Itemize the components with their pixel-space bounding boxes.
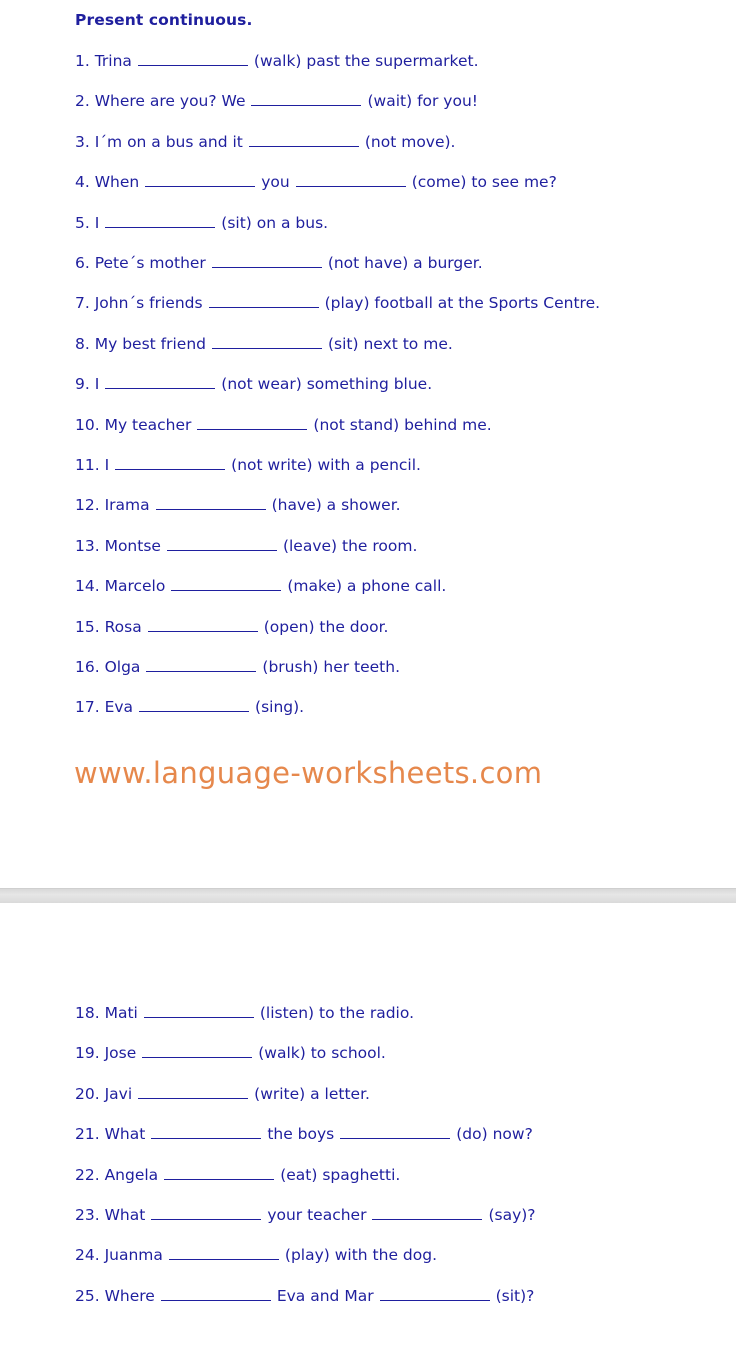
exercise-text: (walk) to school. bbox=[258, 1044, 386, 1063]
exercise-text: (say)? bbox=[488, 1206, 536, 1224]
exercise-text: 2. Where are you? We bbox=[75, 92, 246, 111]
exercise-text: (sit)? bbox=[495, 1286, 535, 1305]
answer-blank[interactable] bbox=[146, 657, 256, 672]
exercise-line bbox=[75, 213, 328, 233]
exercise-line bbox=[75, 1124, 533, 1144]
exercise-line bbox=[75, 617, 388, 637]
answer-blank[interactable] bbox=[209, 293, 319, 308]
answer-blank[interactable] bbox=[197, 415, 307, 430]
exercise-text: (eat) spaghetti. bbox=[280, 1165, 401, 1184]
exercise-text: (not stand) behind me. bbox=[313, 415, 492, 434]
exercise-text: (sing). bbox=[255, 698, 305, 717]
answer-blank[interactable] bbox=[161, 1286, 271, 1301]
exercise-text: (not write) with a pencil. bbox=[231, 456, 421, 474]
exercise-text: 3. I´m on a bus and it bbox=[75, 132, 243, 151]
exercise-text: 16. Olga bbox=[75, 658, 141, 676]
exercise-text: 23. What bbox=[75, 1206, 146, 1224]
exercise-text: (not move). bbox=[364, 132, 456, 151]
answer-blank[interactable] bbox=[151, 1124, 261, 1139]
exercise-text: 9. I bbox=[75, 375, 100, 394]
exercise-line bbox=[75, 1043, 386, 1063]
exercise-text: 11. I bbox=[75, 456, 110, 474]
answer-blank[interactable] bbox=[171, 576, 281, 591]
exercise-text: 17. Eva bbox=[75, 698, 134, 717]
exercise-line bbox=[75, 1084, 370, 1104]
exercise-line bbox=[75, 51, 479, 71]
website-watermark[interactable]: www.language-worksheets.com bbox=[74, 756, 543, 790]
exercise-text: (do) now? bbox=[456, 1125, 533, 1144]
exercise-line bbox=[75, 253, 483, 273]
exercise-line bbox=[75, 91, 478, 111]
exercise-text: 14. Marcelo bbox=[75, 577, 166, 596]
exercise-text: (listen) to the radio. bbox=[259, 1004, 414, 1022]
answer-blank[interactable] bbox=[372, 1205, 482, 1220]
exercise-line bbox=[75, 1286, 534, 1306]
answer-blank[interactable] bbox=[105, 374, 215, 389]
exercise-text: 13. Montse bbox=[75, 536, 161, 555]
exercise-text: (not wear) something blue. bbox=[221, 375, 433, 394]
exercise-text: (play) with the dog. bbox=[284, 1246, 438, 1265]
exercise-text: 7. John´s friends bbox=[75, 294, 203, 313]
answer-blank[interactable] bbox=[144, 1003, 254, 1018]
exercise-line bbox=[75, 334, 453, 354]
answer-blank[interactable] bbox=[151, 1205, 261, 1220]
answer-blank[interactable] bbox=[212, 334, 322, 349]
exercise-text: (write) a letter. bbox=[254, 1084, 370, 1103]
exercise-text: 19. Jose bbox=[75, 1044, 137, 1063]
exercise-text: (leave) the room. bbox=[282, 536, 418, 555]
exercise-text: 5. I bbox=[75, 213, 100, 232]
exercise-text: Eva and Mar bbox=[276, 1286, 374, 1305]
exercise-text: 15. Rosa bbox=[75, 617, 142, 636]
exercise-text: your teacher bbox=[267, 1206, 367, 1224]
exercise-line bbox=[75, 415, 492, 435]
exercise-text: (not have) a burger. bbox=[327, 254, 483, 272]
exercise-text: 1. Trina bbox=[75, 52, 132, 70]
answer-blank[interactable] bbox=[380, 1286, 490, 1301]
answer-blank[interactable] bbox=[167, 536, 277, 551]
exercise-text: (walk) past the supermarket. bbox=[253, 52, 479, 70]
exercise-line bbox=[75, 536, 417, 556]
exercise-line bbox=[75, 657, 400, 677]
worksheet-title: Present continuous. bbox=[75, 11, 253, 29]
exercise-text: 18. Mati bbox=[75, 1004, 138, 1022]
answer-blank[interactable] bbox=[138, 1084, 248, 1099]
exercise-text: 24. Juanma bbox=[75, 1246, 163, 1265]
exercise-text: 25. Where bbox=[75, 1286, 155, 1305]
exercise-text: 22. Angela bbox=[75, 1165, 159, 1184]
answer-blank[interactable] bbox=[169, 1245, 279, 1260]
worksheet-page-2 bbox=[0, 903, 736, 1357]
exercise-text: 8. My best friend bbox=[75, 334, 206, 353]
exercise-text: you bbox=[261, 173, 290, 192]
exercise-line bbox=[75, 1205, 536, 1225]
answer-blank[interactable] bbox=[148, 617, 258, 632]
exercise-line bbox=[75, 455, 421, 475]
exercise-text: (make) a phone call. bbox=[287, 577, 447, 596]
exercise-line bbox=[75, 697, 304, 717]
exercise-text: (have) a shower. bbox=[271, 496, 401, 515]
exercise-line bbox=[75, 293, 600, 313]
answer-blank[interactable] bbox=[139, 697, 249, 712]
exercise-text: (sit) on a bus. bbox=[221, 213, 329, 232]
page-divider bbox=[0, 888, 736, 904]
exercise-text: 6. Pete´s mother bbox=[75, 254, 206, 272]
exercise-text: (brush) her teeth. bbox=[262, 658, 401, 676]
answer-blank[interactable] bbox=[156, 495, 266, 510]
exercise-line bbox=[75, 374, 432, 394]
exercise-text: 12. Irama bbox=[75, 496, 150, 515]
exercise-text: 4. When bbox=[75, 173, 140, 192]
answer-blank[interactable] bbox=[115, 455, 225, 470]
exercise-text: (open) the door. bbox=[263, 617, 389, 636]
exercise-text: (sit) next to me. bbox=[327, 334, 453, 353]
exercise-text: (play) football at the Sports Centre. bbox=[324, 294, 601, 313]
answer-blank[interactable] bbox=[142, 1043, 252, 1058]
answer-blank[interactable] bbox=[296, 172, 406, 187]
exercise-line bbox=[75, 495, 401, 515]
exercise-text: 20. Javi bbox=[75, 1084, 133, 1103]
answer-blank[interactable] bbox=[138, 51, 248, 66]
exercise-text: (wait) for you! bbox=[367, 92, 478, 111]
exercise-line bbox=[75, 172, 557, 192]
answer-blank[interactable] bbox=[145, 172, 255, 187]
answer-blank[interactable] bbox=[249, 132, 359, 147]
answer-blank[interactable] bbox=[340, 1124, 450, 1139]
exercise-line bbox=[75, 576, 446, 596]
answer-blank[interactable] bbox=[105, 213, 215, 228]
exercise-text: (come) to see me? bbox=[411, 173, 557, 192]
exercise-line bbox=[75, 1003, 414, 1023]
answer-blank[interactable] bbox=[251, 91, 361, 106]
exercise-line bbox=[75, 1245, 437, 1265]
exercise-text: 10. My teacher bbox=[75, 415, 192, 434]
exercise-line bbox=[75, 1165, 400, 1185]
answer-blank[interactable] bbox=[212, 253, 322, 268]
answer-blank[interactable] bbox=[164, 1165, 274, 1180]
exercise-text: the boys bbox=[267, 1125, 335, 1144]
exercise-text: 21. What bbox=[75, 1125, 146, 1144]
exercise-line bbox=[75, 132, 455, 152]
